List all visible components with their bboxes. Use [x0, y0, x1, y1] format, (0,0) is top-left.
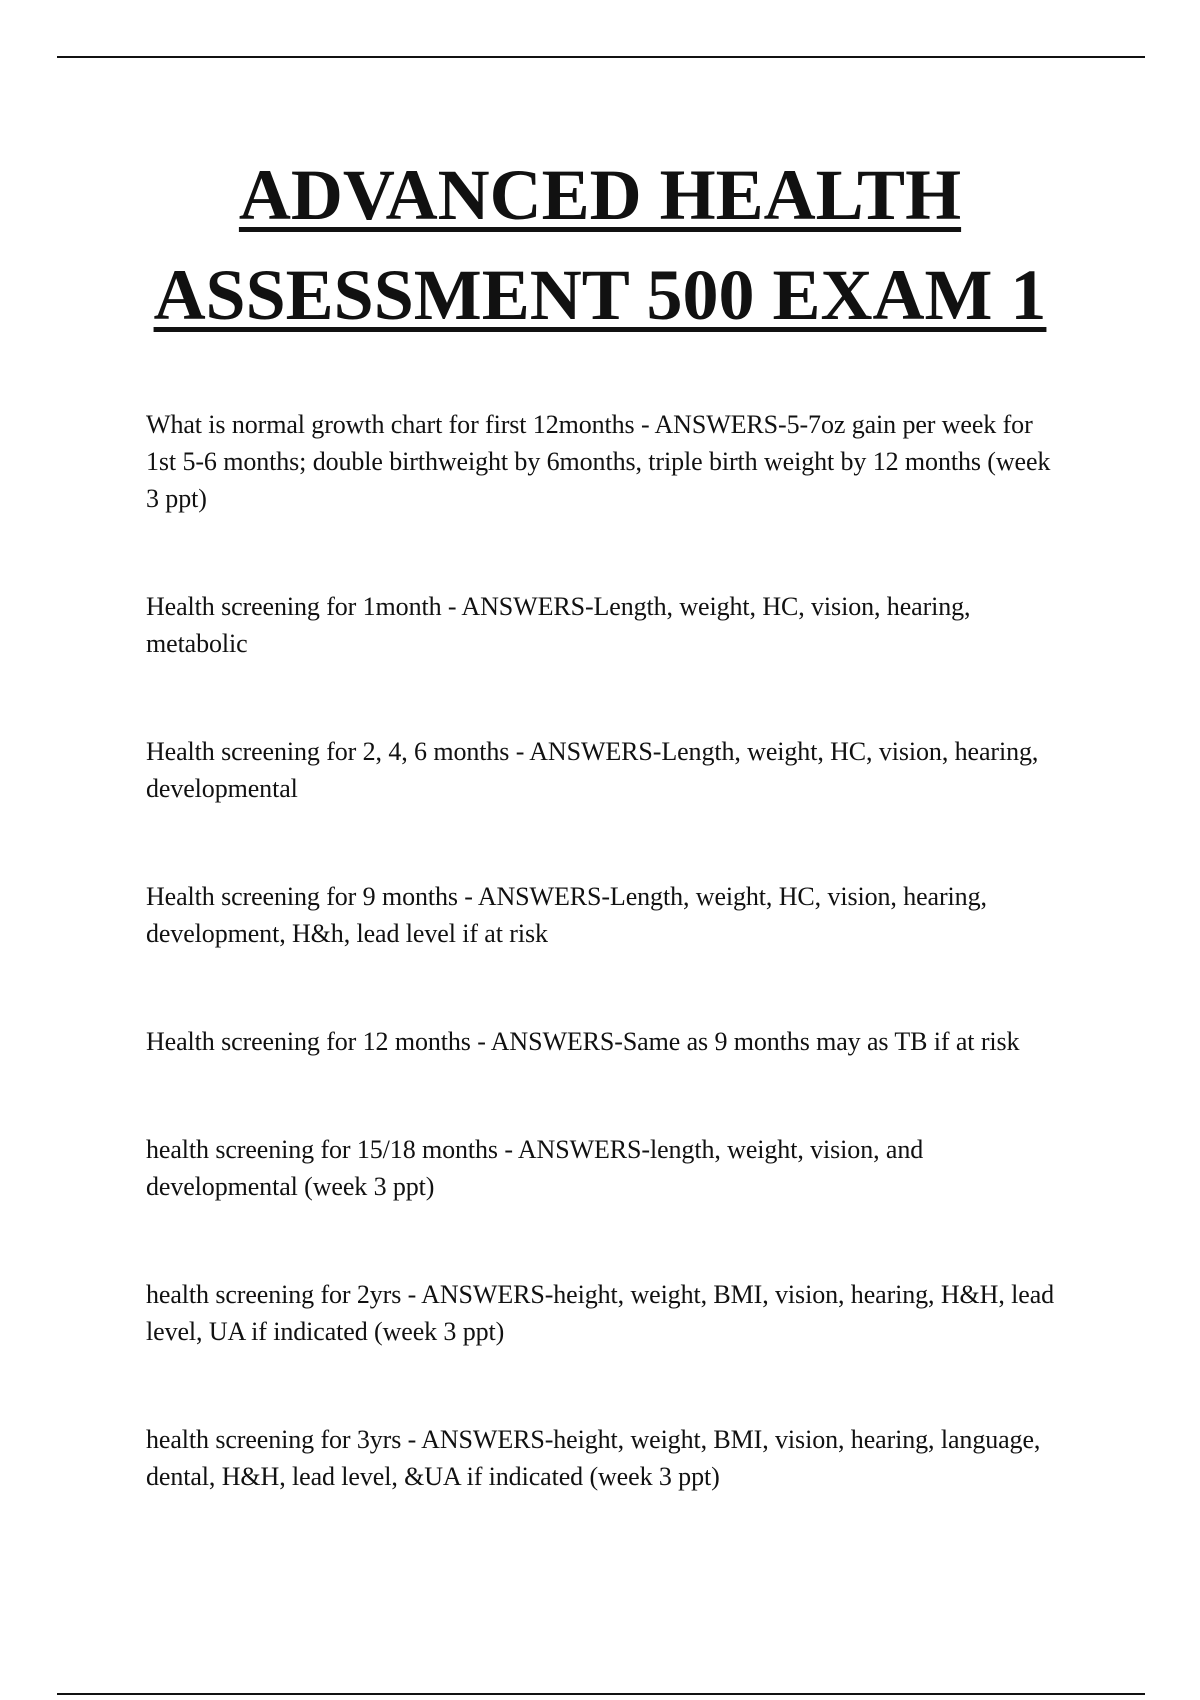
- qa-item: Health screening for 12 months - ANSWERS-Same as 9 months may as TB if at risk: [146, 1027, 1020, 1056]
- qa-item: Health screening for 2, 4, 6 months - ANSWERS-Length, weight, HC, vision, hearing, developmental: [146, 737, 1039, 803]
- qa-item: health screening for 3yrs - ANSWERS-height, weight, BMI, vision, hearing, language, dental, H&H, lead level, &UA if indicated (week 3 ppt): [146, 1425, 1041, 1491]
- qa-item: Health screening for 1month - ANSWERS-Length, weight, HC, vision, hearing, metabolic: [146, 592, 971, 658]
- document-title: [0, 145, 1200, 345]
- title-line-2: ASSESSMENT 500 EXAM 1: [153, 255, 1047, 335]
- qa-item: health screening for 15/18 months - ANSWERS-length, weight, vision, and developmental (week 3 ppt): [146, 1135, 924, 1201]
- bottom-rule: [57, 1693, 1145, 1695]
- title-line-1: ADVANCED HEALTH: [238, 155, 962, 235]
- question-answer-list: [146, 406, 1066, 1566]
- qa-item: health screening for 2yrs - ANSWERS-height, weight, BMI, vision, hearing, H&H, lead level, UA if indicated (week 3 ppt): [146, 1280, 1055, 1346]
- top-rule: [57, 56, 1145, 58]
- qa-item: What is normal growth chart for first 12months - ANSWERS-5-7oz gain per week for 1st 5-6 months; double birthweight by 6months, triple birth weight by 12 months (week 3 ppt): [146, 410, 1051, 513]
- qa-item: Health screening for 9 months - ANSWERS-Length, weight, HC, vision, hearing, development, H&h, lead level if at risk: [146, 882, 987, 948]
